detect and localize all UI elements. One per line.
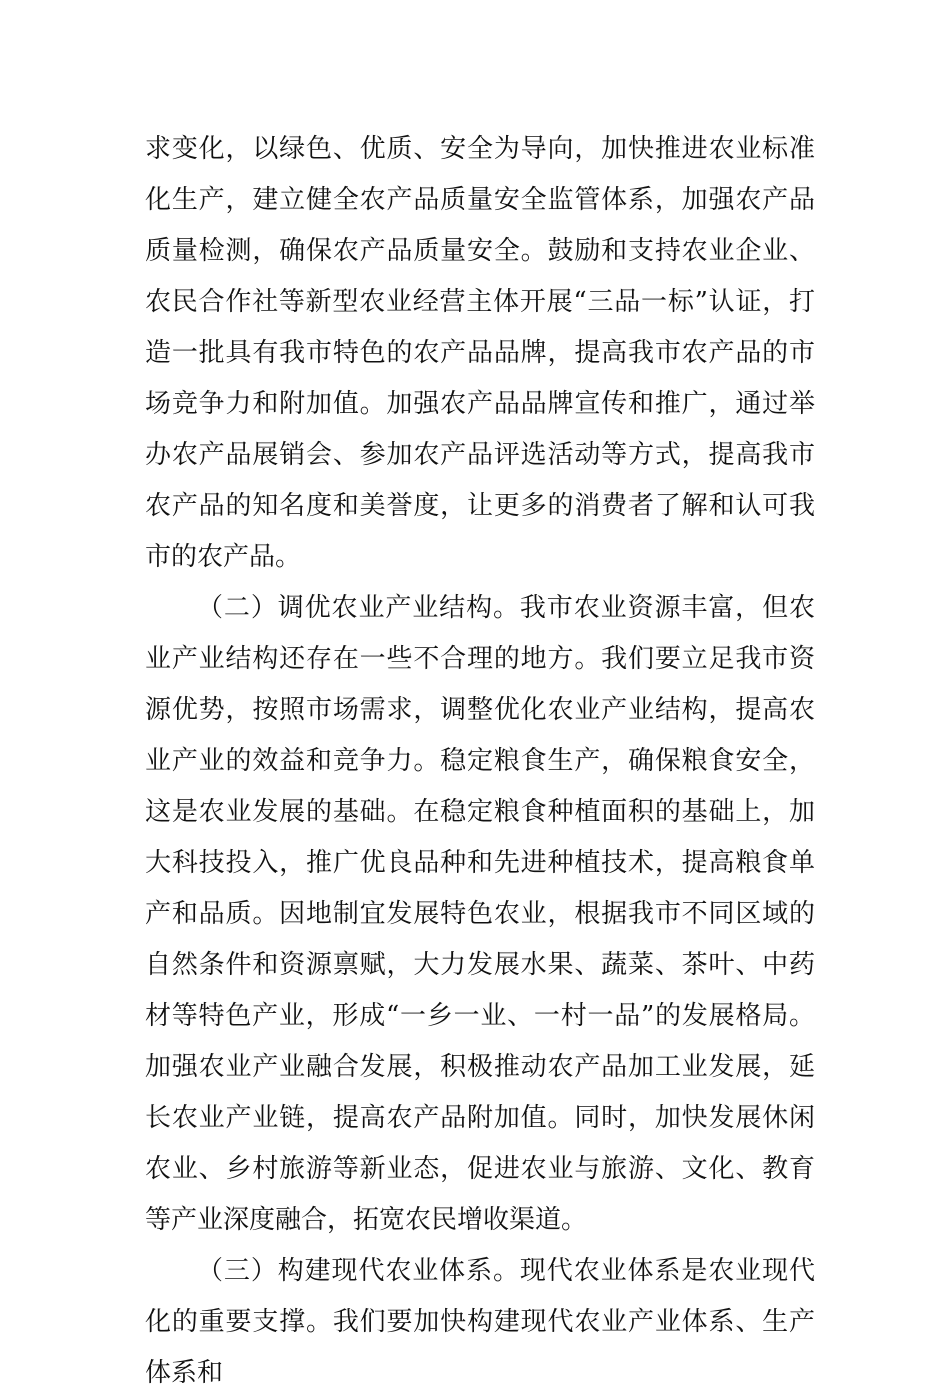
paragraph-adjust-industry-structure: （二）调优农业产业结构。我市农业资源丰富，但农业产业结构还存在一些不合理的地方。我们要立足我市资源优势，按照市场需求，调整优化农业产业结构，提高农业产业的效益和竞争力。稳定粮食生产，确保粮食安全，这是农业发展的基础。在稳定粮食种植面积的基础上，加大科技投入，推广优良品种和先进种植技术，提高粮食单产和品质。因地制宜发展特色农业，根据我市不同区域的自然条件和资源禀赋，大力发展水果、蔬菜、茶叶、中药材等特色产业，形成“一乡一业、一村一品”的发展格局。加强农业产业融合发展，积极推动农产品加工业发展，延长农业产业链，提高农产品附加值。同时，加快发展休闲农业、乡村旅游等新业态，促进农业与旅游、文化、教育等产业深度融合，拓宽农民增收渠道。 (145, 593, 815, 1235)
document-body (145, 124, 815, 1399)
paragraph-continued: 求变化，以绿色、优质、安全为导向，加快推进农业标准化生产，建立健全农产品质量安全监管体系，加强农产品质量检测，确保农产品质量安全。鼓励和支持农业企业、农民合作社等新型农业经营主体开展“三品一标”认证，打造一批具有我市特色的农产品品牌，提高我市农产品的市场竞争力和附加值。加强农产品品牌宣传和推广，通过举办农产品展销会、参加农产品评选活动等方式，提高我市农产品的知名度和美誉度，让更多的消费者了解和认可我市的农产品。 (145, 134, 815, 572)
paragraph-modern-agriculture-system: （三）构建现代农业体系。现代农业体系是农业现代化的重要支撑。我们要加快构建现代农业产业体系、生产体系和 (145, 1256, 815, 1388)
